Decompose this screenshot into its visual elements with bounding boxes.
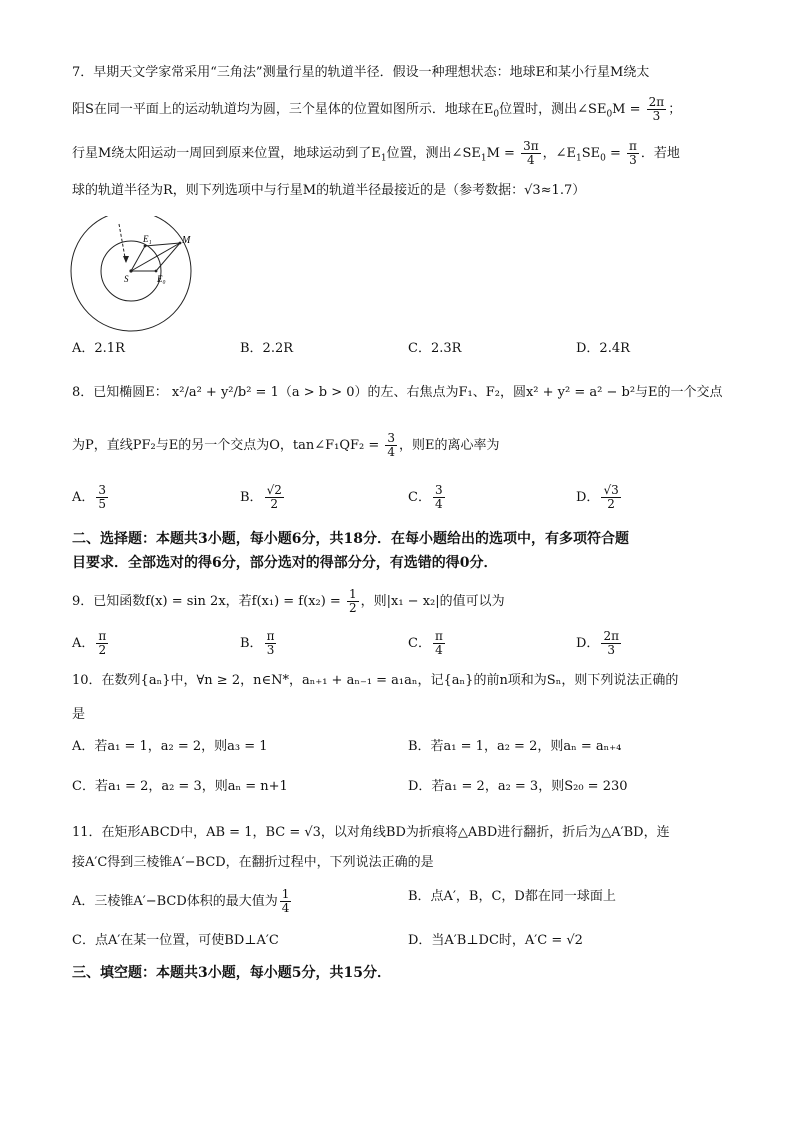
- radius-arrow-head: [123, 256, 129, 263]
- option-fraction: [96, 484, 108, 511]
- option-label: A．: [72, 636, 95, 651]
- label-e0: E₀: [157, 274, 166, 284]
- label-e1: E₁: [143, 234, 152, 244]
- fraction-denominator: 3: [652, 109, 661, 123]
- q8-option-d[interactable]: [576, 484, 623, 511]
- label-s: S: [124, 274, 129, 284]
- fraction-denominator: 2: [270, 497, 279, 511]
- q8-option-a[interactable]: [72, 484, 110, 511]
- q9-fraction-1-2: [347, 588, 359, 615]
- fraction-numerator: 3π: [523, 139, 539, 153]
- q10-option-d[interactable]: D．若a₁ = 2，a₂ = 3，则S₂₀ = 230: [408, 779, 628, 794]
- q8-line2-text-a: 为P，直线PF₂与E的另一个交点为O，tan∠F₁QF₂ =: [72, 438, 380, 453]
- q10-option-b[interactable]: B．若a₁ = 1，a₂ = 2，则aₙ = aₙ₊₄: [408, 739, 622, 754]
- q7-option-b[interactable]: B．2.2R: [240, 341, 294, 356]
- option-fraction: [433, 484, 445, 511]
- fraction-numerator: π: [98, 629, 107, 643]
- q10-line2: 是: [72, 707, 86, 722]
- option-fraction: [433, 630, 445, 657]
- q9-option-d[interactable]: [576, 630, 623, 657]
- q11-option-a[interactable]: [72, 888, 293, 915]
- q7-line3-text-a: 行星M绕太阳运动一周回到原来位置，地球运动到了E: [72, 146, 381, 161]
- q9-text-a: 9．已知函数f(x) = sin 2x，若f(x₁) = f(x₂) =: [72, 594, 341, 609]
- q7-option-a[interactable]: A．2.1R: [72, 341, 125, 356]
- option-fraction: [265, 630, 277, 657]
- q11-line2: 接A′C得到三棱锥A′−BCD，在翻折过程中，下列说法正确的是: [72, 855, 434, 870]
- sun-point: [129, 269, 132, 272]
- option-fraction: [601, 630, 621, 657]
- fraction-denominator: 2: [348, 601, 357, 615]
- option-fraction: [601, 484, 620, 511]
- fraction-numerator: 3: [434, 483, 443, 497]
- fraction-numerator: 3: [387, 431, 396, 445]
- q8-line2-text-b: ，则E的离心率为: [399, 438, 500, 453]
- q7-line1: 7．早期天文学家常采用“三角法”测量行星的轨道半径．假设一种理想状态：地球E和某小行星M绕太: [72, 65, 650, 80]
- q9-option-b[interactable]: [240, 630, 278, 657]
- option-label: A．: [72, 490, 95, 505]
- q8-ellipse-equation: x²/a² + y²/b² = 1: [171, 385, 279, 400]
- m-point: [179, 242, 182, 245]
- q7-line2-text-a: 阳S在同一平面上的运动轨道均为圆，三个星体的位置如图所示．地球在E: [72, 102, 494, 117]
- fraction-numerator: π: [629, 139, 637, 153]
- fraction-numerator: 2π: [603, 629, 619, 643]
- e0-point: [155, 270, 158, 273]
- fraction-denominator: 3: [629, 153, 637, 167]
- line-e0-m: [156, 243, 180, 271]
- option-fraction: [280, 888, 292, 915]
- option-text: A．三棱锥A′−BCD体积的最大值为: [72, 894, 278, 909]
- q7-line2: 阳S在同一平面上的运动轨道均为圆，三个星体的位置如图所示．地球在$E_0$位置时，测出$\angle SE_0M$ = $\frac{2\pi}{3}$ ；: [72, 95, 682, 123]
- q9-option-a[interactable]: [72, 630, 110, 657]
- option-label: D．: [576, 490, 600, 505]
- fraction-numerator: π: [266, 629, 275, 643]
- q10-option-a[interactable]: A．若a₁ = 1，a₂ = 2，则a₃ = 1: [72, 739, 268, 754]
- q7-line3-text-f: =: [605, 146, 621, 161]
- fraction-numerator: 2π: [648, 95, 665, 109]
- fraction-numerator: 1: [348, 587, 357, 601]
- option-label: C．: [408, 636, 431, 651]
- q7-option-d[interactable]: D．2.4R: [576, 341, 630, 356]
- option-fraction: [265, 484, 284, 511]
- q7-fraction-2pi-3: [647, 96, 667, 123]
- fraction-denominator: 3: [607, 643, 616, 657]
- q7-line3-end: ．若地: [640, 146, 680, 161]
- q8-line1: [72, 384, 723, 402]
- section2-heading-line1: 二、选择题：本题共3小题，每小题6分，共18分．在每小题给出的选项中，有多项符合题: [72, 531, 629, 547]
- q7-fraction-pi-3: [627, 140, 639, 167]
- fraction-denominator: 4: [281, 901, 290, 915]
- q7-line3-text-b: 位置，测出∠SE: [386, 146, 481, 161]
- q7-option-c[interactable]: C．2.3R: [408, 341, 462, 356]
- e1-point: [144, 245, 147, 248]
- section3-heading: 三、填空题：本题共3小题，每小题5分，共15分．: [72, 965, 391, 981]
- q11-option-b[interactable]: B．点A′，B，C，D都在同一球面上: [408, 889, 616, 904]
- q7-line3-text-e: SE: [581, 146, 601, 161]
- fraction-denominator: 2: [98, 643, 107, 657]
- q10-option-c[interactable]: C．若a₁ = 2，a₂ = 3，则aₙ = n+1: [72, 779, 288, 794]
- fraction-numerator: 1: [281, 887, 290, 901]
- q8-option-c[interactable]: [408, 484, 447, 511]
- option-label: B．: [240, 636, 263, 651]
- q7-line2-end: ；: [668, 102, 682, 117]
- q10-line1: 10．在数列{aₙ}中，∀n ≥ 2，n∈N*，aₙ₊₁ + aₙ₋₁ = a₁aₙ，记{aₙ}的前n项和为Sₙ，则下列说法正确的: [72, 673, 679, 688]
- q11-option-c[interactable]: C．点A′在某一位置，可使BD⊥A′C: [72, 933, 279, 948]
- orbit-diagram: [68, 216, 208, 340]
- fraction-denominator: 4: [435, 643, 443, 657]
- q7-line2-text-b: 位置时，测出∠SE: [499, 102, 607, 117]
- q7-line3: 行星M绕太阳运动一周回到原来位置，地球运动到了$E_1$位置，测出$\angle SE_1M$ = $\frac{3\pi}{4}$ ，$\angle E_1SE_0$ = $\frac{\pi}{3}$ ．若地: [72, 139, 680, 167]
- q7-line3-text-d: ，∠E: [542, 146, 576, 161]
- q7-line2-text-c: M =: [612, 102, 641, 117]
- q7-fraction-3pi-4: [521, 140, 541, 167]
- planet-orbit-circle: [71, 216, 191, 331]
- q11-option-d[interactable]: D．当A′B⊥DC时，A′C = √2: [408, 933, 583, 948]
- fraction-denominator: 4: [434, 497, 443, 511]
- fraction-numerator: π: [434, 629, 443, 643]
- fraction-numerator: 3: [98, 483, 107, 497]
- fraction-denominator: 4: [387, 445, 396, 459]
- fraction-denominator: 3: [266, 643, 275, 657]
- fraction-denominator: 5: [98, 497, 107, 511]
- option-label: D．: [576, 636, 600, 651]
- q7-line3-text-c: M =: [486, 146, 515, 161]
- q8-option-b[interactable]: [240, 484, 286, 511]
- fraction-denominator: 4: [527, 153, 535, 167]
- fraction-numerator: √3: [603, 483, 619, 497]
- option-label: C．: [408, 490, 431, 505]
- q9-line: [72, 588, 505, 615]
- section2-heading-line2: 目要求．全部选对的得6分，部分选对的得部分分，有选错的得0分．: [72, 555, 498, 571]
- q11-line1: 11．在矩形ABCD中，AB = 1，BC = √3，以对角线BD为折痕将△ABD进行翻折，折后为△A′BD，连: [72, 825, 670, 840]
- q8-line1-text-b: （a > b > 0）的左、右焦点为F₁、F₂，圆x² + y² = a² − b²与E的一个交点: [278, 385, 723, 400]
- fraction-numerator: √2: [266, 483, 282, 497]
- q9-text-b: ，则|x₁ − x₂|的值可以为: [360, 594, 505, 609]
- label-m: M: [182, 235, 191, 246]
- option-label: B．: [240, 490, 263, 505]
- q8-line2: [72, 432, 500, 459]
- fraction-denominator: 2: [607, 497, 615, 511]
- option-fraction: [96, 630, 108, 657]
- q9-option-c[interactable]: [408, 630, 447, 657]
- q7-line4: 球的轨道半径为R，则下列选项中与行星M的轨道半径最接近的是（参考数据：√3≈1.7）: [72, 183, 586, 198]
- q8-fraction-3-4: [385, 432, 397, 459]
- q8-line1-text-a: 8．已知椭圆E：: [72, 385, 168, 400]
